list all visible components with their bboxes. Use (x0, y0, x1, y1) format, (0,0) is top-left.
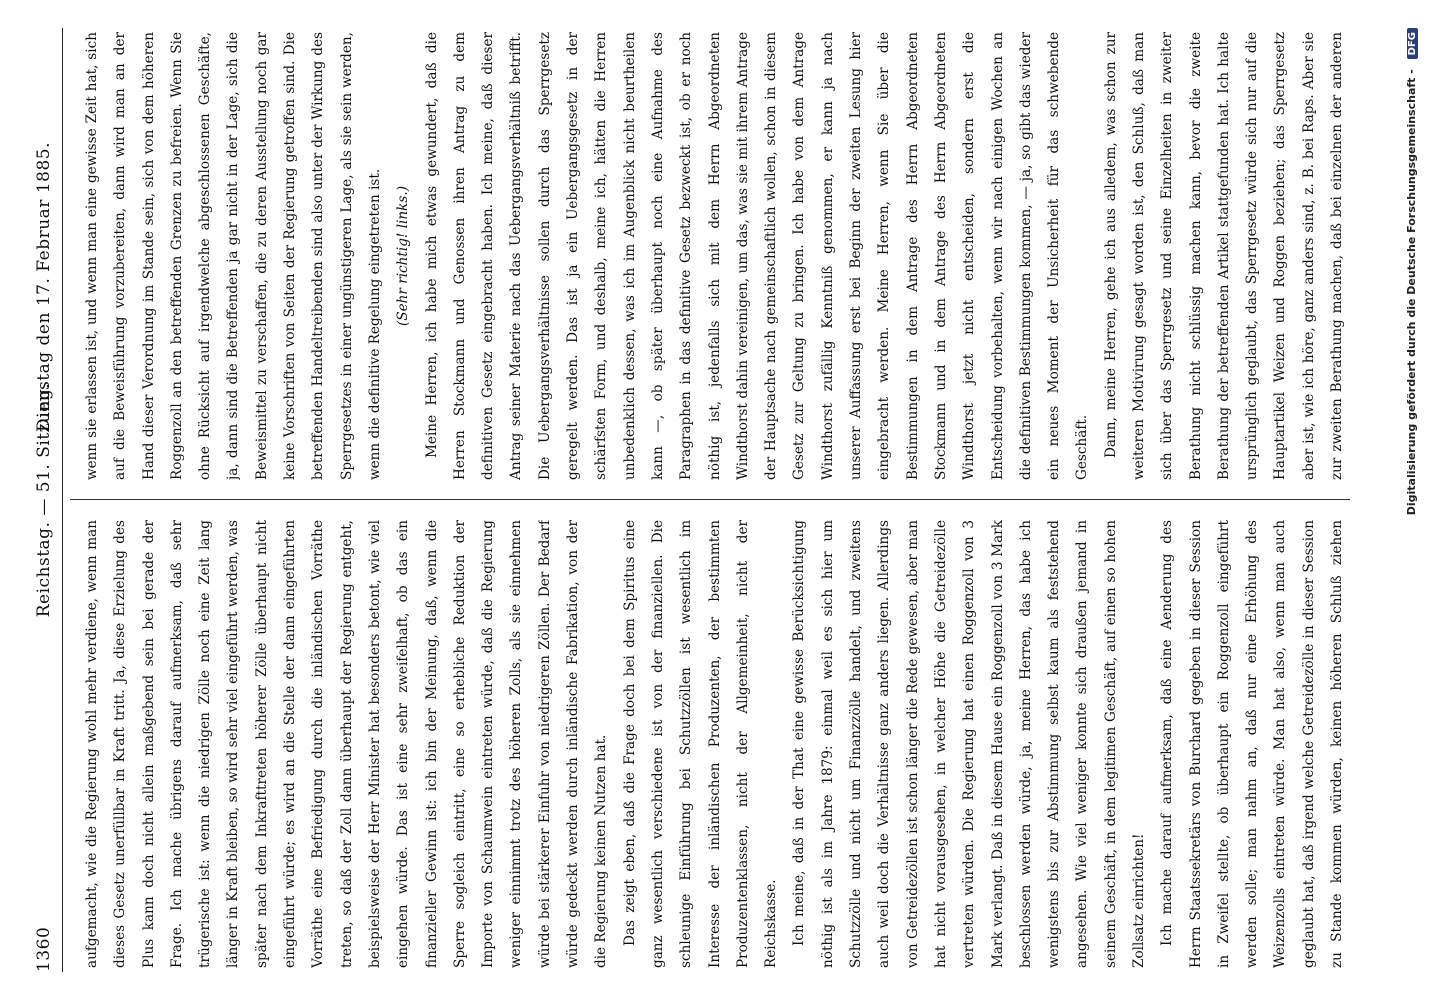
paragraph: Ich mache darauf aufmerksam, daß eine Aenderung des Herrn Staatssekretärs von Burchard gegeben in dieser Session in Zweifel stellte, ob überhaupt ein Roggenzoll eingeführt werden solle; man nahm an, daß nur eine Erhöhung des Weizenzolls eintreten würde. Man hat also, wenn man auch geglaubt hat, daß irgend welche Getreidezölle in dieser Session zu Stande kommen würden, keinen höheren Schluß ziehen (1159, 520, 1346, 968)
digitization-credit (1405, 28, 1425, 972)
dfg-logo: DFG (1407, 28, 1418, 59)
interjection: (Sehr richtig! links.) (395, 185, 412, 327)
session-date: Dienstag den 17. Februar 1885. (34, 141, 54, 432)
paragraph: Das zeigt eben, daß die Frage doch bei dem Spiritus eine ganz wesentlich verschiedene ist von der finanziellen. Die schleunige Einführung bei Schutzzöllen ist wesentlich im Interesse der inländischen Produzenten, der bestimmten Produzentenklassen, nicht der Allgemeinheit, nicht der Reichskasse. (621, 520, 780, 968)
paragraph: Dann, meine Herren, gehe ich aus alledem, was schon zur weiteren Motivirung gesagt worden ist, den Schluß, daß man sich über das Sperrgesetz und seine Einzelheiten in zweiter Berathung nicht schlüssig machen kann, bevor die zweite Berathung der betreffenden Artikel stattgefunden hat. Ich halte ursprünglich geglaubt, das Sperrgesetz würde sich nur auf die Hauptartikel Weizen und Roggen beziehen; das Sperrgesetz aber ist, wie ich höre, ganz anders sind, z. B. bei Raps. Aber sie zur zweiten Berathung machen, daß bei einzelnen der anderen (1102, 32, 1346, 480)
page-header (28, 28, 58, 972)
paragraph: aufgemacht, wie die Regierung wohl mehr verdiene, wenn man dieses Gesetz unerfüllbar in Kraft tritt. Ja, diese Erzielung des Plus kann doch nicht allein maßgebend sein bei gerade der Frage. Ich mache übrigens darauf aufmerksam, daß sehr trügerische ist: wenn die niedrigen Zölle noch eine Zeit lang länger in Kraft bleiben, so wird sehr viel eingeführt werden, was später nach dem Inkrafttreten höherer Zölle überhaupt nicht eingeführt würde; es wird an die Stelle der dann eingeführten Vorräthe eine Befriedigung durch die inländischen Vorräthe treten, so daß der Zoll dann überhaupt der Regierung entgeht, beispielsweise der Herr Minister hat besonders betont, wie viel eingehen würde. Das ist eine sehr zweifelhaft, ob das ein finanzieller Gewinn ist: ich bin der Meinung, daß, wenn die Sperre sogleich eintritt, eine so erhebliche Reduktion der Importe von Schaumwein eintreten würde, daß die Regierung weniger einnimmt trotz des höheren Zolls, als sie einnehmen würde bei stärkerer Einfuhr von niedrigeren Zöllen. Der Bedarf würde gedeckt werden durch inländische Fabrikation, von der die Regierung keinen Nutzen hat. (84, 520, 610, 968)
paragraph: Meine Herren, ich habe mich etwas gewundert, daß die Herren Stockmann und Genossen ihren Antrag zu dem definitiven Gesetz eingebracht haben. Ich meine, daß dieser Antrag seiner Materie nach das Uebergangsverhältniß betrifft. Die Uebergangsverhältnisse sollen durch das Sperrgesetz geregelt werden. Das ist ja ein Uebergangsgesetz in der schärfsten Form, und deshalb, meine ich, hätten die Herren unbedenklich dessen, was ich im Augenblick nicht beurtheilen kann —, ob später überhaupt noch eine Aufnahme des Paragraphen in das definitive Gesetz bezweckt ist, ob er noch nöthig ist, jedenfalls sich mit dem Herrn Abgeordneten Windthorst dahin vereinigen, um das, was sie mit ihrem Antrage der Hauptsache nach gemeinschaftlich wollen, schon in diesem Gesetz zur Geltung zu bringen. Ich habe von dem Antrage Windthorst zufällig Kenntniß genommen, er kann ja nach unserer Auffassung erst bei Beginn der zweiten Lesung hier eingebracht werden. Meine Herren, wenn Sie über die Bestimmungen in dem Antrage des Herrn Abgeordneten Stockmann und in dem Antrage des Herrn Abgeordneten Windthorst jetzt nicht entscheiden, sondern erst die Entscheidung vorbehalten, wenn wir nach einigen Wochen an die definitiven Bestimmungen kommen, — ja, so gibt das wieder ein neues Moment der Unsicherheit für das schwebende Geschäft. (423, 32, 1091, 480)
page-title: Reichstag. — 51. Sitzung. (34, 382, 54, 618)
paragraph: wenn sie erlassen ist, und wenn man eine gewisse Zeit hat, sich auf die Beweisführung vorzubereiten, dann wird man an der Hand dieser Verordnung im Stande sein, sich von dem höheren Roggenzoll an den betreffenden Grenzen zu befreien. Wenn Sie ohne Rücksicht auf irgendwelche abgeschlossenen Geschäfte, ja, dann sind die Betreffenden ja gar nicht in der Lage, sich die Beweismittel zu verschaffen, die zu deren Ausstellung noch gar keine Vorschriften von Seiten der Regierung getroffen sind. Die betreffenden Handeltreibenden sind also unter der Wirkung des Sperrgesetzes in einer ungünstigeren Lage, als sie sein werden, wenn die definitive Regelung eingetreten ist. (84, 32, 383, 480)
right-column (78, 32, 1348, 480)
header-rule (62, 28, 63, 972)
paragraph: Ich meine, daß in der That eine gewisse Berücksichtigung nöthig ist als im Jahre 1879: einmal weil es sich hier um Schutzzölle und nicht um Finanzzölle handelt, und zweitens auch weil doch die Verhältnisse ganz anders liegen. Allerdings von Getreidezöllen ist schon länger die Rede gewesen, aber man hat nicht vorausgesehen, in welcher Höhe die Getreidezölle vertreten würden. Die Regierung hat einen Roggenzoll von 3 Mark verlangt. Daß in diesem Hause ein Roggenzoll von 3 Mark beschlossen werden würde, ja, meine Herren, das habe ich wenigstens bis zur Abstimmung selbst kaum als feststehend angesehen. Wie viel weniger konnte sich draußen jemand in seinem Geschäft, in dem legitimen Geschäft, auf einen so hohen Zollsatz einrichten! (791, 520, 1147, 968)
page-number: 1360 (34, 926, 54, 972)
left-column (78, 520, 1348, 968)
column-divider (70, 499, 1350, 500)
credit-text: Digitalisierung gefördert durch die Deutsche Forschungsgemeinschaft - (1405, 69, 1418, 516)
